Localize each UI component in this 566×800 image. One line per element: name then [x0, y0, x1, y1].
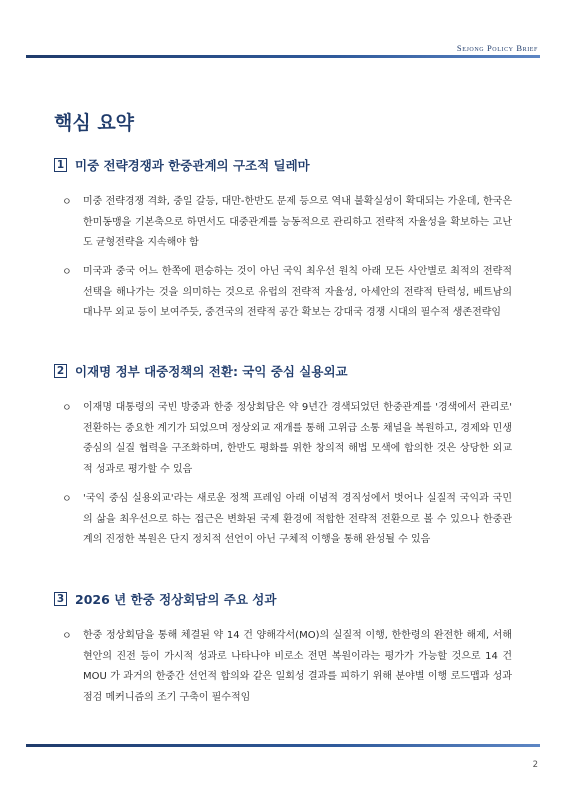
bullet-item — [62, 262, 512, 324]
bullet-text: '국익 중심 실용외교'라는 새로운 정책 프레임 아래 이념적 경직성에서 벗어나 실질적 국익과 국민의 삶을 최우선으로 하는 접근은 변화된 국제 환경에 적합한 전략적 전환으로 볼 수 있으나 한중관계의 진정한 복원은 단지 정치적 선언이 아닌 구체적 이행을 통해 완성될 수 있음 — [83, 493, 512, 545]
section-heading-2 — [54, 362, 348, 380]
section-title: 이재명 정부 대중정책의 전환: 국익 중심 실용외교 — [75, 364, 348, 379]
section-title: 미중 전략경쟁과 한중관계의 구조적 딜레마 — [75, 158, 310, 173]
bullet-marker: ㅇ — [62, 494, 72, 505]
section-number-box: 2 — [54, 364, 67, 378]
section-heading-3 — [54, 590, 276, 608]
section-number-box: 1 — [54, 158, 67, 172]
bullet-item — [62, 192, 512, 254]
page-title: 핵심 요약 — [54, 112, 135, 134]
bullet-marker: ㅇ — [62, 403, 72, 414]
page-number: 2 — [532, 760, 538, 770]
bullet-item — [62, 489, 512, 551]
bullet-text: 미중 전략경쟁 격화, 중일 갈등, 대만-한반도 문제 등으로 역내 불확실성이 확대되는 가운데, 한국은 한미동맹을 기본축으로 하면서도 대중관계를 능동적으로 관리하고 전략적 자율성을 확보하는 고난도 균형전략을 지속해야 함 — [83, 196, 512, 248]
footer-rule — [26, 744, 540, 747]
bullet-text: 이재명 대통령의 국빈 방중과 한중 정상회담은 약 9년간 경색되었던 한중관계를 '경색에서 관리로' 전환하는 중요한 계기가 되었으며 정상외교 재개를 통해 고위급 소통 채널을 복원하고, 경제와 민생 중심의 실질 협력을 구조화하며, 한반도 평화를 위한 창의적 해법 모색에 합의한 것은 상당한 외교적 성과로 평가할 수 있음 — [83, 402, 512, 475]
section-number-box: 3 — [54, 592, 67, 606]
publication-brand: Sejong Policy Brief — [456, 43, 538, 53]
section-title: 2026 년 한중 정상회담의 주요 성과 — [75, 592, 277, 607]
bullet-marker: ㅇ — [62, 267, 72, 278]
bullet-item — [62, 626, 512, 708]
section-heading-1 — [54, 156, 310, 174]
bullet-text: 한중 정상회담을 통해 체결된 약 14 건 양해각서(MO)의 실질적 이행, 한한령의 완전한 해제, 서해 현안의 진전 등이 가시적 성과로 나타나야 비로소 전면 복원이라는 평가가 가능할 것으로 14 건 MOU 가 과거의 한중간 선언적 합의와 같은 일회성 결과를 피하기 위해 분야별 이행 로드맵과 성과 점검 메커니즘의 조기 구축이 필수적임 — [83, 630, 512, 703]
bullet-item — [62, 398, 512, 480]
bullet-marker: ㅇ — [62, 631, 72, 642]
bullet-marker: ㅇ — [62, 197, 72, 208]
bullet-text: 미국과 중국 어느 한쪽에 편승하는 것이 아닌 국익 최우선 원칙 아래 모든 사안별로 최적의 전략적 선택을 해나가는 것을 의미하는 것으로 유럽의 전략적 자율성, 아세안의 전략적 탄력성, 베트남의 대나무 외교 등이 보여주듯, 중견국의 전략적 공간 확보는 강대국 경쟁 시대의 필수적 생존전략임 — [83, 266, 512, 318]
header-rule — [26, 55, 540, 58]
